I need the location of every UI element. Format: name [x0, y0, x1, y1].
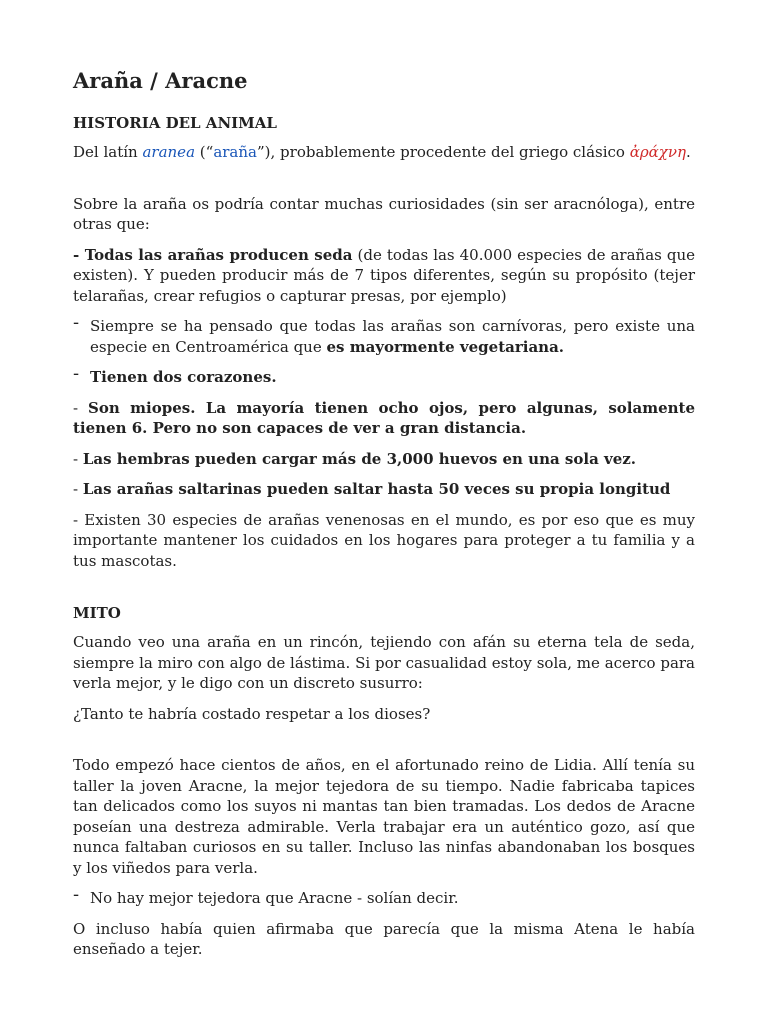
fact-myopic-text: Son miopes. La mayoría tienen ocho ojos, pero algunas, solamente tienen 6. Pero no son capaces de ver a gran distancia. — [73, 398, 696, 437]
fact-myopic — [73, 398, 695, 439]
fact-eggs-text: Las hembras pueden cargar más de 3,000 huevos en una sola vez. — [82, 449, 637, 468]
fact-silk-bold: - Todas las arañas producen seda — [73, 245, 353, 264]
section-heading-historia: HISTORIA DEL ANIMAL — [73, 114, 277, 132]
greek-word: ἀράχνη — [629, 143, 687, 161]
myth-paragraph-2: Todo empezó hace cientos de años, en el afortunado reino de Lidia. Allí tenía su taller la joven Aracne, la mejor tejedora de su tiempo. Nadie fabricaba tapices tan delicados como los suyos ni mantas tan bien tramadas. Los dedos de Aracne poseían una destreza admirable. Verla trabajar era un auténtico gozo, así que nunca faltaban curiosos en su taller. Incluso las ninfas abandonaban los bosques y los viñedos para verla. — [73, 756, 695, 877]
fact-jumping-prefix: - — [73, 480, 83, 498]
etymology-close: ”), probablemente procedente del griego clásico — [256, 143, 630, 161]
dash-bullet: - — [73, 363, 80, 384]
dash-bullet: - — [73, 312, 80, 333]
fact-myopic-prefix: - — [73, 398, 89, 417]
etymology-end: . — [686, 143, 691, 161]
dash-bullet: - — [73, 884, 80, 905]
fact-jumping-text: Las arañas saltarinas pueden saltar hasta 50 veces su propia longitud — [82, 480, 671, 498]
fact-hearts-text: Tienen dos corazones. — [90, 368, 277, 386]
section-heading-mito: MITO — [73, 604, 121, 622]
myth-paragraph-3: O incluso había quien afirmaba que parecía que la misma Atena le había enseñado a tejer. — [73, 919, 695, 958]
myth-quote — [73, 884, 695, 909]
fact-silk — [73, 245, 695, 307]
curiosities-intro: Sobre la araña os podría contar muchas curiosidades (sin ser aracnóloga), entre otras que: — [73, 194, 695, 233]
etymology-paragraph — [73, 142, 695, 163]
fact-vegetarian — [73, 312, 695, 357]
fact-vegetarian-text: Siempre se ha pensado que todas las arañas son carnívoras, pero existe una especie en Centroamérica que — [90, 317, 695, 356]
myth-paragraph-1: Cuando veo una araña en un rincón, tejiendo con afán su eterna tela de seda, siempre la miro con algo de lástima. Si por casualidad estoy sola, me acerco para verla mejor, y le digo con un discreto susurro: — [73, 633, 695, 692]
translation-word: araña — [213, 143, 257, 161]
myth-question: ¿Tanto te habría costado respetar a los dioses? — [73, 704, 431, 723]
fact-silk-text: (de todas las 40.000 especies de arañas que existen). Y pueden producir más de 7 tipos diferentes, según su propósito (tejer telarañas, crear refugios o capturar presas, por ejemplo) — [73, 245, 695, 305]
fact-jumping — [73, 479, 695, 500]
fact-venomous: - Existen 30 especies de arañas venenosas en el mundo, es por eso que es muy importante mantener los cuidados en los hogares para proteger a tu familia y a tus mascotas. — [73, 510, 695, 570]
fact-vegetarian-bold: es mayormente vegetariana. — [326, 337, 565, 356]
fact-eggs-prefix: - — [73, 449, 83, 468]
myth-quote-text: No hay mejor tejedora que Aracne - solían decir. — [90, 889, 459, 907]
fact-hearts — [73, 363, 695, 388]
fact-eggs — [73, 449, 695, 470]
etymology-prefix: Del latín — [73, 143, 143, 161]
etymology-open: (“ — [195, 143, 214, 161]
document-title: Araña / Aracne — [73, 68, 248, 93]
latin-word: aranea — [142, 143, 196, 161]
